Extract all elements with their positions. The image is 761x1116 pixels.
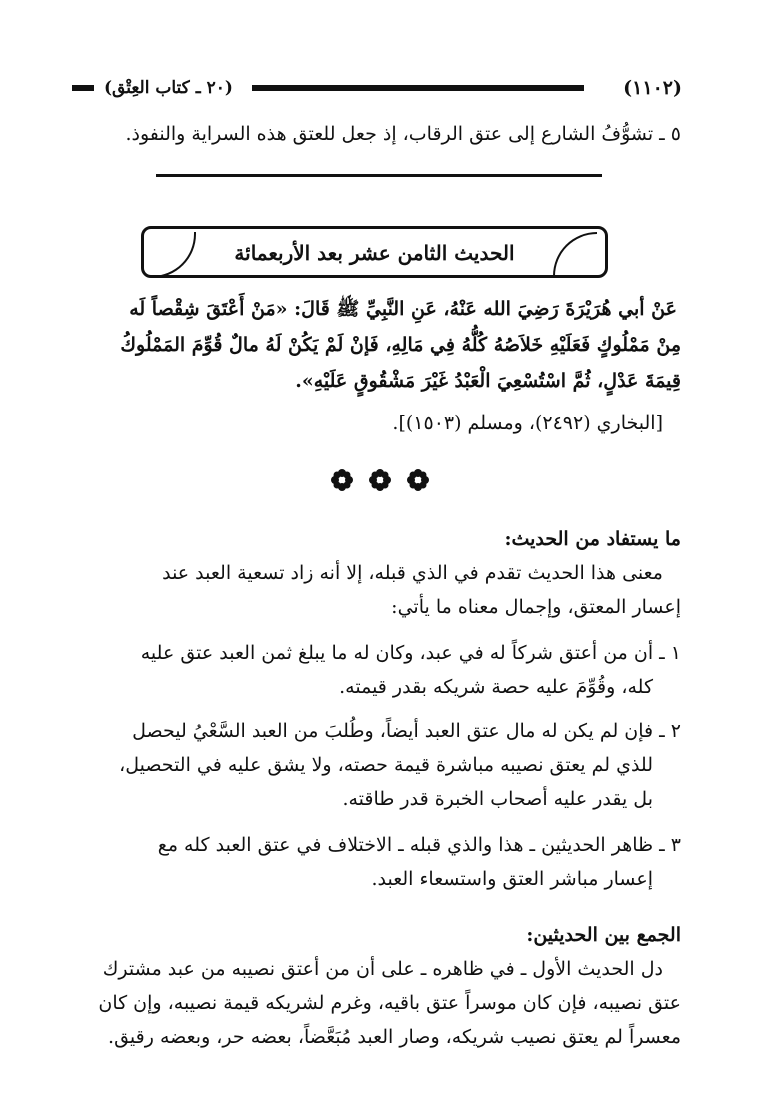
flower-ornaments [330,468,430,492]
book-title: (٢٠ ـ كتاب العِتْق) [104,78,233,98]
hadith-line: قِيمَةَ عَدْلٍ، ثُمَّ اسْتُسْعِيَ الْعَبْدُ غَيْرَ مَشْقُوقٍ عَلَيْهِ». [295,370,681,392]
list-item: ٢ ـ فإن لم يكن له مال عتق العبد أيضاً، وطُلبَ من العبد السَّعْيُ ليحصل [132,720,681,742]
list-item-continuation: كله، وقُوِّمَ عليه حصة شريكه بقدر قيمته. [339,676,653,698]
running-header [72,76,682,102]
header-rule-end [72,85,94,91]
paragraph-line: إعسار المعتق، وإجمال معناه ما يأتي: [391,596,681,618]
list-item: ٣ ـ ظاهر الحديثين ـ هذا والذي قبله ـ الاختلاف في عتق العبد كله مع [157,834,681,856]
hadith-line: مِنْ مَمْلُوكٍ فَعَلَيْهِ خَلاَصُهُ كُلُّهُ فِي مَالِهِ، فَإنْ لَمْ يَكُنْ لَهُ مالٌ قُوِّمَ المَمْلُوكُ [120,334,681,356]
flower-icon [406,468,430,492]
intro-point: ٥ ـ تشوُّفُ الشارع إلى عتق الرقاب، إذ جعل للعتق هذه السراية والنفوذ. [125,123,681,145]
list-item: ١ ـ أن من أعتق شركاً له في عبد، وكان له ما يبلغ ثمن العبد عتق عليه [140,642,681,664]
paragraph-line: عتق نصيبه، فإن كان موسراً عتق باقيه، وغرم لشريكه قيمة نصيبه، وإن كان [98,992,681,1014]
hadith-line: عَنْ أبي هُرَيْرَةَ رَضِيَ الله عَنْهُ، عَنِ النَّبِيِّ ﷺ قَالَ: «مَنْ أَعْتَقَ شِقْصاً لَه [129,298,677,320]
paragraph-line: دل الحديث الأول ـ في ظاهره ـ على أن من أعتق نصيبه من عبد مشترك [102,958,663,980]
paragraph-line: معسراً لم يعتق نصيب شريكه، وصار العبد مُبَعَّضاً، بعضه حر، وبعضه رقيق. [108,1026,681,1048]
hadith-title-box [141,226,608,278]
section-heading: الجمع بين الحديثين: [526,924,681,946]
page-number: (١١٠٢) [623,77,682,99]
hadith-title: الحديث الثامن عشر بعد الأربعمائة [234,241,515,265]
list-item-continuation: للذي لم يعتق نصيبه مباشرة قيمة حصته، ولا يشق عليه في التحصيل، [119,754,653,776]
section-heading: ما يستفاد من الحديث: [504,528,681,550]
header-rule [252,85,584,91]
flower-icon [330,468,354,492]
list-item-continuation: بل يقدر عليه أصحاب الخبرة قدر طاقته. [342,788,653,810]
paragraph-line: معنى هذا الحديث تقدم في الذي قبله، إلا أنه زاد تسعية العبد عند [162,562,663,584]
hadith-source: [البخاري (٢٤٩٢)، ومسلم (١٥٠٣)]. [392,412,663,434]
separator-line [156,174,602,177]
flower-icon [368,468,392,492]
list-item-continuation: إعسار مباشر العتق واستسعاء العبد. [371,868,653,890]
